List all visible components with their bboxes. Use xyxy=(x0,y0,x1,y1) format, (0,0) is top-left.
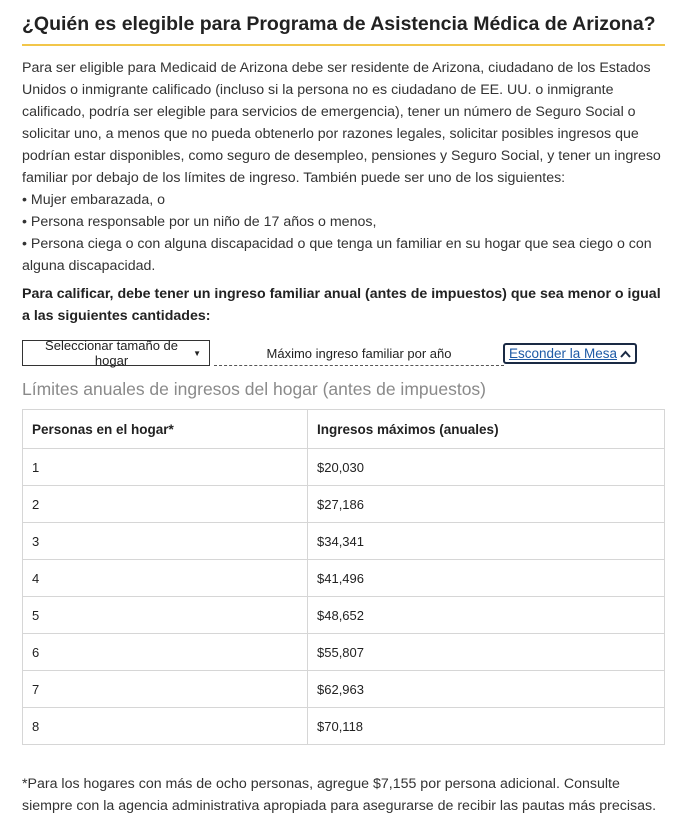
cell-income: $20,030 xyxy=(308,449,665,486)
max-income-label: Máximo ingreso familiar por año xyxy=(214,340,504,366)
column-header-persons: Personas en el hogar* xyxy=(23,410,308,449)
hide-table-button[interactable] xyxy=(503,343,637,364)
cell-income: $27,186 xyxy=(308,486,665,523)
cell-persons: 8 xyxy=(23,708,308,745)
table-row xyxy=(23,671,665,708)
table-row xyxy=(23,597,665,634)
column-header-income: Ingresos máximos (anuales) xyxy=(308,410,665,449)
cell-income: $34,341 xyxy=(308,523,665,560)
table-caption: Límites anuales de ingresos del hogar (antes de impuestos) xyxy=(22,379,487,399)
list-item: • Mujer embarazada, o xyxy=(22,189,668,211)
list-item: • Persona ciega o con alguna discapacidad o que tenga un familiar en su hogar que sea ciego o con alguna discapacidad. xyxy=(22,233,668,277)
cell-persons: 2 xyxy=(23,486,308,523)
hide-table-label: Esconder la Mesa xyxy=(508,346,618,361)
table-row xyxy=(23,560,665,597)
cell-income: $70,118 xyxy=(308,708,665,745)
cell-income: $48,652 xyxy=(308,597,665,634)
intro-paragraph: Para ser eligible para Medicaid de Arizona debe ser residente de Arizona, ciudadano de los Estados Unidos o inmigrante calificado (incluso si la persona no es ciudadano de EE. UU. o inmigrante calificado, podría ser elegible para servicios de emergencia), tener un número de Seguro Social o solicitar uno, a menos que no pueda obtenerlo por razones legales, solicitar posibles ingresos que podrían estar disponibles, como seguro de desempleo, pensiones y Seguro Social, y tener un ingreso familiar por debajo de los límites de ingreso. También puede ser uno de los siguientes: xyxy=(22,60,661,186)
chevron-up-icon xyxy=(620,350,631,358)
cell-income: $62,963 xyxy=(308,671,665,708)
cell-persons: 7 xyxy=(23,671,308,708)
list-item: • Persona responsable por un niño de 17 años o menos, xyxy=(22,211,668,233)
table-row xyxy=(23,449,665,486)
cell-persons: 3 xyxy=(23,523,308,560)
caret-down-icon: ▼ xyxy=(193,348,201,358)
table-controls xyxy=(22,340,665,370)
cell-persons: 1 xyxy=(23,449,308,486)
eligibility-list xyxy=(22,189,668,277)
cell-income: $55,807 xyxy=(308,634,665,671)
table-header-row xyxy=(23,410,665,449)
table-row xyxy=(23,634,665,671)
table-row xyxy=(23,486,665,523)
footnote: *Para los hogares con más de ocho personas, agregue $7,155 por persona adicional. Consulte siempre con la agencia administrativa apropiada para asegurarse de recibir las pautas más precisas. xyxy=(22,776,657,814)
intro-text-block xyxy=(22,57,668,277)
cell-persons: 4 xyxy=(23,560,308,597)
qualify-text: Para calificar, debe tener un ingreso familiar anual (antes de impuestos) que sea menor o igual a las siguientes cantidades: xyxy=(22,286,661,324)
cell-persons: 5 xyxy=(23,597,308,634)
table-row xyxy=(23,523,665,560)
household-size-select[interactable] xyxy=(22,340,210,366)
household-size-select-label: Seleccionar tamaño de hogar xyxy=(45,338,179,368)
page-title: ¿Quién es elegible para Programa de Asistencia Médica de Arizona? xyxy=(22,10,665,46)
cell-income: $41,496 xyxy=(308,560,665,597)
table-row xyxy=(23,708,665,745)
cell-persons: 6 xyxy=(23,634,308,671)
income-limits-table xyxy=(22,409,665,745)
